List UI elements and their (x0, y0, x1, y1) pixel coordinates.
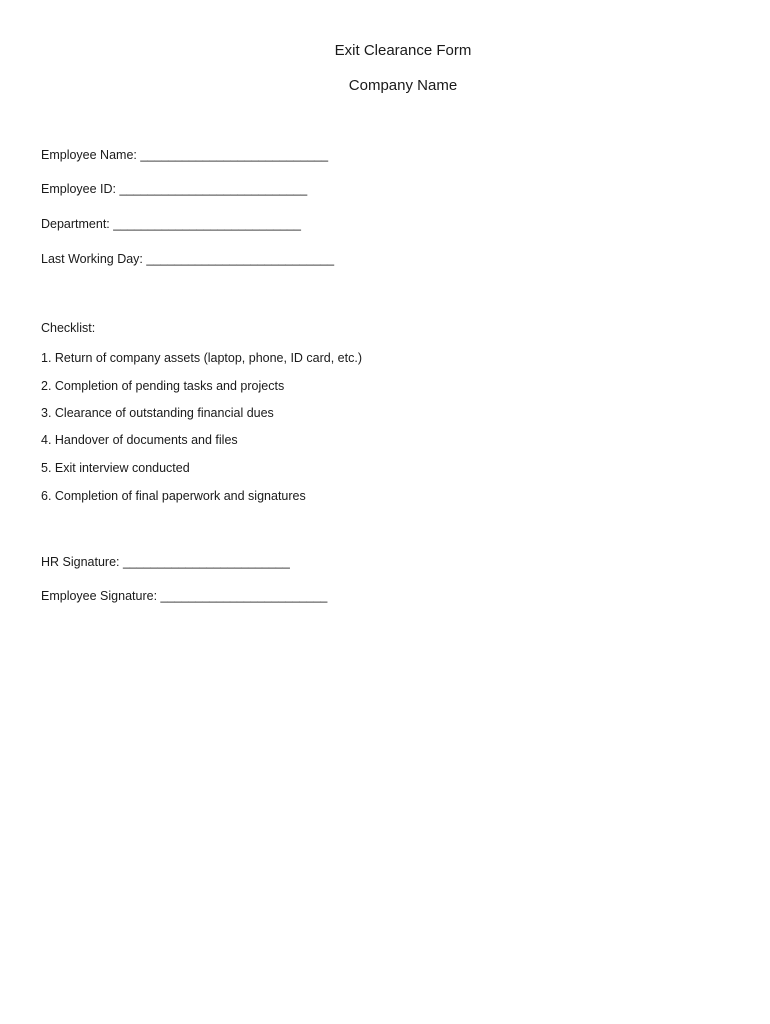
company-name: Company Name (348, 77, 458, 94)
checklist-item: 2. Completion of pending tasks and projects (41, 379, 285, 393)
checklist-item: 3. Clearance of outstanding financial dues (41, 406, 274, 420)
checklist-heading: Checklist: (41, 321, 96, 335)
department-field: Department: ___________________________ (41, 217, 301, 231)
employee-name-field: Employee Name: ___________________________ (41, 148, 329, 162)
form-title: Exit Clearance Form (334, 42, 472, 59)
hr-signature-field: HR Signature: ________________________ (41, 555, 290, 569)
checklist-item: 5. Exit interview conducted (41, 461, 190, 475)
checklist-item: 6. Completion of final paperwork and signatures (41, 489, 306, 503)
checklist-item: 4. Handover of documents and files (41, 433, 238, 447)
checklist-item: 1. Return of company assets (laptop, phone, ID card, etc.) (41, 351, 362, 365)
employee-signature-field: Employee Signature: ________________________ (41, 589, 328, 603)
employee-id-field: Employee ID: ___________________________ (41, 182, 308, 196)
last-working-day-field: Last Working Day: ___________________________ (41, 252, 335, 266)
